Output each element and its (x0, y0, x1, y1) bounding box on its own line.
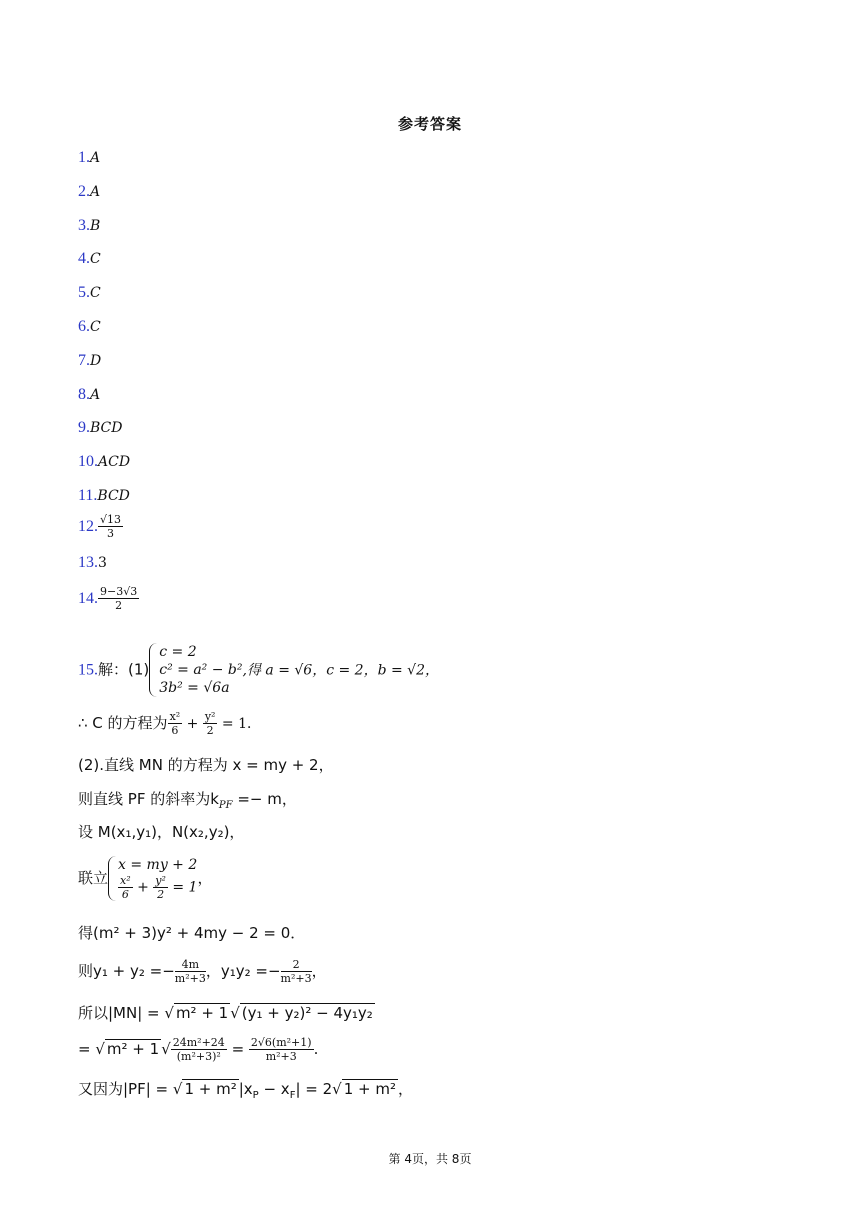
equation-rhs: = 1 (167, 879, 198, 896)
solution-line-9 (78, 1002, 798, 1024)
fraction-denominator: 6 (121, 888, 129, 901)
answer-value: D (90, 352, 102, 369)
fraction (168, 710, 183, 737)
fraction-denominator: m²+3 (265, 1050, 297, 1063)
brace-icon (108, 856, 117, 901)
solution-line-10 (78, 1036, 798, 1063)
fraction (118, 874, 133, 901)
answer-number: 4. (78, 250, 90, 268)
fraction (98, 513, 123, 540)
fraction-denominator: (m²+3)² (176, 1050, 221, 1063)
answer-item (78, 416, 778, 450)
fraction (281, 958, 312, 985)
fraction (171, 1036, 227, 1063)
answer-number: 8. (78, 385, 90, 403)
solution-text: ∴ C 的方程为 (78, 714, 168, 732)
subscript: P (252, 1090, 259, 1101)
answer-number: 15. (78, 661, 98, 679)
subscript: PF (218, 800, 233, 811)
answer-item (78, 315, 778, 349)
system-row (118, 874, 197, 901)
fraction-denominator: m²+3 (280, 972, 312, 985)
solution-line-5: 设 M(x₁,y₁)，N(x₂,y₂)， (78, 823, 245, 841)
answer-number: 2. (78, 182, 90, 200)
answer-item (78, 180, 778, 214)
answer-value: ACD (98, 454, 131, 471)
fraction-numerator: y² (155, 874, 166, 887)
fraction (203, 710, 218, 737)
fraction-numerator: x² (120, 874, 131, 887)
solution-text: 则直线 PF 的斜率为k (78, 790, 219, 808)
answer-item (78, 214, 778, 248)
fraction-numerator: √13 (100, 512, 122, 526)
answer-item-14 (78, 585, 778, 623)
solution-text: ，y₁y₂ =− (205, 962, 281, 980)
answer-value: A (90, 150, 101, 166)
fraction-numerator: y² (204, 710, 216, 723)
fraction-numerator: 2 (281, 958, 312, 972)
fraction-denominator: 2 (157, 888, 165, 901)
plus-sign: + (132, 879, 154, 896)
answer-value: BCD (97, 487, 130, 504)
solution-line-4 (78, 788, 798, 817)
page-footer: 第 4页，共 8页 (388, 1152, 472, 1166)
answer-number: 1. (78, 149, 90, 166)
sqrt-radicand: (y₁ + y₂)² − 4y₁y₂ (241, 1004, 373, 1022)
fraction (175, 958, 206, 985)
solution-text: = √ (78, 1040, 105, 1058)
fraction (153, 874, 168, 901)
solution-text: =− m， (232, 790, 297, 808)
solution-line-8 (78, 958, 798, 985)
solution-text: ， (311, 962, 327, 980)
solution-line-11 (78, 1078, 798, 1107)
answer-number: 14. (78, 589, 98, 607)
solution-text: ， (398, 1080, 414, 1098)
fraction-numerator: x² (169, 710, 181, 723)
fraction-denominator: m²+3 (174, 972, 206, 985)
answer-number: 10. (78, 453, 98, 471)
answer-value: C (90, 251, 101, 268)
answer-item (78, 247, 778, 281)
answer-number: 3. (78, 216, 90, 234)
solution-line-6 (78, 856, 798, 901)
solution-line-1 (78, 643, 798, 697)
fraction-numerator: 9−3√3 (100, 584, 138, 598)
solution-result: ,得 a = √6，c = 2，b = √2， (242, 662, 440, 679)
sqrt-radicand: 1 + m² (184, 1080, 237, 1098)
fraction-denominator: 6 (171, 724, 179, 737)
solution-text: = 1． (217, 716, 261, 732)
answer-number: 9. (78, 419, 90, 437)
fraction-numerator: 4m (175, 958, 206, 972)
solution-line-3: (2).直线 MN 的方程为 x = my + 2， (78, 756, 334, 774)
solution-intro: 解：(1) (98, 660, 150, 679)
equation-system (108, 856, 197, 901)
subscript: F (289, 1090, 296, 1101)
answer-item-12 (78, 513, 778, 551)
system-row: c = 2 (159, 644, 197, 660)
fraction-numerator: 2√6(m²+1) (250, 1036, 312, 1049)
page-title: 参考答案 (397, 115, 462, 133)
answer-number: 12. (78, 517, 98, 535)
fraction-numerator: 24m²+24 (172, 1036, 225, 1049)
answer-number: 13. (78, 553, 98, 571)
sqrt-radicand: m² + 1 (106, 1040, 160, 1058)
fraction-denominator: 2 (115, 598, 123, 612)
answer-number: 5. (78, 284, 90, 302)
answer-value: 3 (98, 554, 107, 571)
fraction (98, 585, 139, 612)
solution-text: | = 2√ (295, 1080, 342, 1098)
answer-item (78, 383, 778, 417)
solution-text: 所以|MN| = √ (78, 1004, 174, 1022)
sqrt-radicand: 1 + m² (343, 1080, 396, 1098)
answer-list (78, 146, 778, 623)
fraction (249, 1036, 314, 1063)
answer-value: C (90, 318, 101, 335)
system-row: x = my + 2 (118, 857, 198, 873)
fraction-denominator: 3 (107, 526, 114, 540)
solution-line-2 (78, 710, 798, 737)
answer-item (78, 450, 778, 484)
solution-text: . (313, 1040, 319, 1058)
system-row: 3b² = √6a (159, 680, 230, 696)
solution-text: |x (238, 1080, 253, 1098)
answer-item-13 (78, 551, 778, 585)
answer-number: 7. (78, 351, 90, 369)
answer-number: 11. (78, 486, 98, 504)
solution-text: 则y₁ + y₂ =− (78, 962, 175, 980)
sqrt-radicand: m² + 1 (175, 1004, 229, 1022)
plus-sign: + (182, 716, 203, 732)
answer-value: BCD (90, 420, 123, 437)
answer-value: B (90, 217, 101, 234)
solution-text: ， (197, 869, 213, 887)
solution-line-7: 得(m² + 3)y² + 4my − 2 = 0． (78, 924, 306, 942)
answer-item (78, 281, 778, 315)
equation-system (149, 643, 242, 697)
answer-value: A (90, 183, 101, 200)
fraction-denominator: 2 (206, 724, 214, 737)
solution-text: √ (161, 1040, 171, 1058)
system-row: c² = a² − b² (159, 662, 243, 678)
answer-item (78, 349, 778, 383)
solution-text: − x (258, 1080, 290, 1098)
answer-value: A (90, 386, 101, 403)
solution-text: 联立 (78, 869, 109, 887)
solution-text: = (226, 1040, 249, 1058)
solution-text: 又因为|PF| = √ (78, 1080, 183, 1098)
answer-number: 6. (78, 317, 90, 335)
brace-icon (149, 643, 158, 697)
answer-value: C (90, 285, 101, 302)
answer-item (78, 146, 778, 180)
solution-text: √ (230, 1004, 240, 1022)
